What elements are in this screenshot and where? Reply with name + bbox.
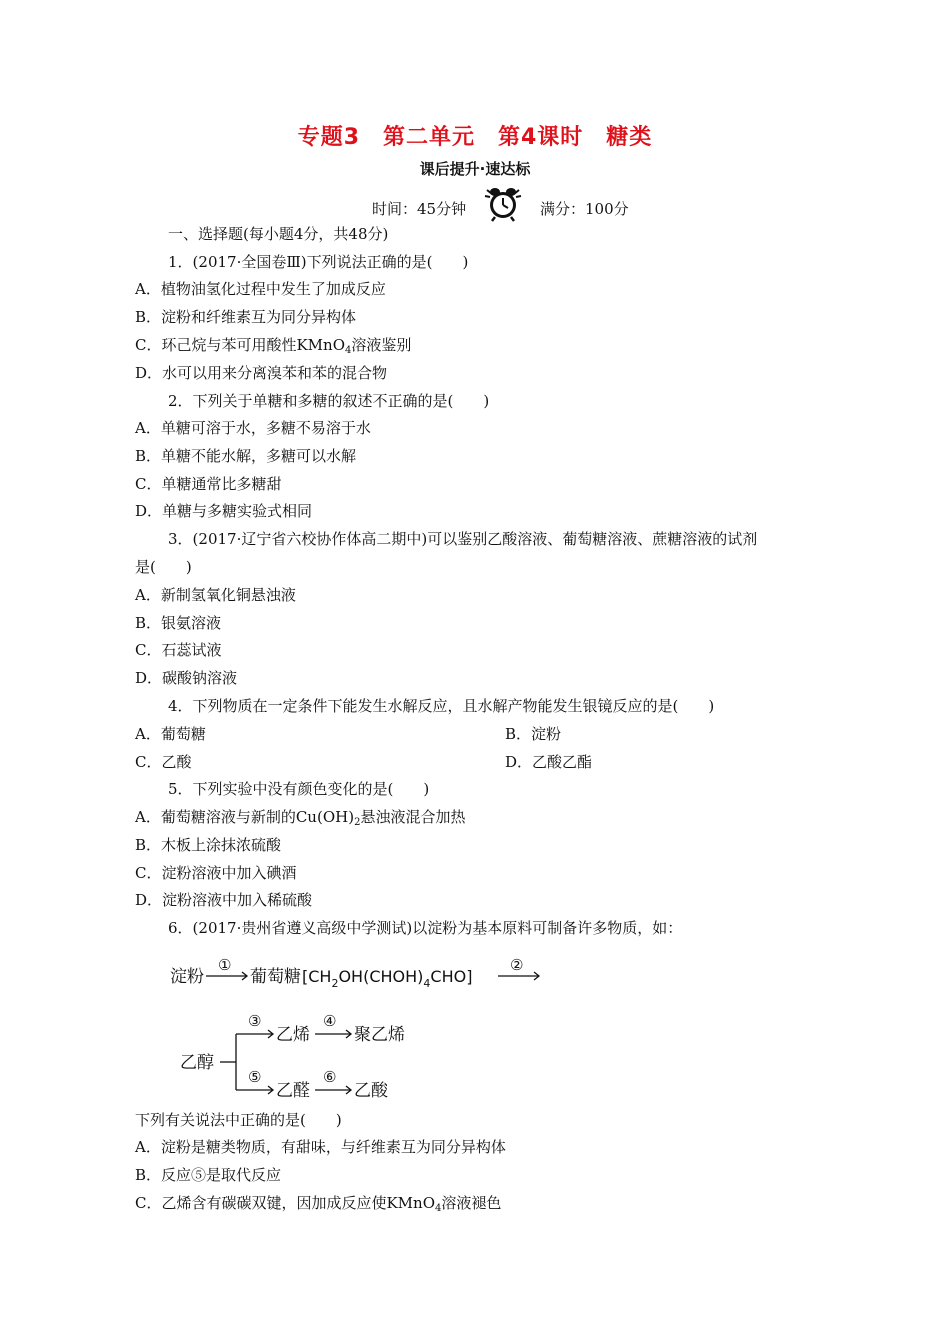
q4-option-a: A．葡萄糖 bbox=[135, 725, 206, 743]
q3-option-c: C．石蕊试液 bbox=[135, 641, 222, 659]
q5-option-c: C．淀粉溶液中加入碘酒 bbox=[135, 864, 297, 882]
scheme-polyethylene: 聚乙烯 bbox=[354, 1025, 405, 1045]
q5-option-b: B．木板上涂抹浓硫酸 bbox=[135, 836, 282, 854]
q3-option-d: D．碳酸钠溶液 bbox=[135, 669, 238, 687]
section-heading: 一、选择题(每小题4分，共48分) bbox=[168, 225, 389, 243]
q6-stem: 6．(2017·贵州省遵义高级中学测试)以淀粉为基本原料可制备许多物质，如： bbox=[168, 919, 683, 937]
q3-option-a: A．新制氢氧化铜悬浊液 bbox=[135, 586, 296, 604]
scheme-starch: 淀粉 bbox=[170, 967, 204, 987]
scheme-step-5: ⑤ bbox=[248, 1068, 262, 1086]
q3-stem-line1: 3．(2017·辽宁省六校协作体高二期中)可以鉴别乙酸溶液、葡萄糖溶液、蔗糖溶液的试剂 bbox=[168, 530, 758, 548]
q1-stem: 1．(2017·全国卷Ⅲ)下列说法正确的是( ) bbox=[168, 253, 469, 271]
q2-option-b: B．单糖不能水解，多糖可以水解 bbox=[135, 447, 357, 465]
q6-question: 下列有关说法中正确的是( ) bbox=[135, 1111, 342, 1129]
q6-option-c: C．乙烯含有碳碳双键，因加成反应使KMnO$_4$溶液褪色 bbox=[135, 1194, 502, 1214]
time-label: 时间：45分钟 bbox=[372, 200, 467, 218]
q1-option-a: A．植物油氢化过程中发生了加成反应 bbox=[135, 280, 386, 298]
time-score-bar bbox=[0, 184, 950, 224]
q3-stem-line2: 是( ) bbox=[135, 558, 192, 576]
reaction-scheme bbox=[160, 950, 580, 1110]
scheme-step-6: ⑥ bbox=[323, 1068, 337, 1086]
score-label: 满分：100分 bbox=[540, 200, 629, 218]
scheme-step-2: ② bbox=[510, 956, 524, 974]
q2-option-c: C．单糖通常比多糖甜 bbox=[135, 475, 282, 493]
q5-stem: 5．下列实验中没有颜色变化的是( ) bbox=[168, 780, 430, 798]
q3-option-b: B．银氨溶液 bbox=[135, 614, 222, 632]
q6-option-b: B．反应⑤是取代反应 bbox=[135, 1166, 282, 1184]
q4-option-b: B．淀粉 bbox=[505, 725, 562, 743]
q2-option-d: D．单糖与多糖实验式相同 bbox=[135, 502, 313, 520]
q1-option-d: D．水可以用来分离溴苯和苯的混合物 bbox=[135, 364, 388, 382]
scheme-step-4: ④ bbox=[323, 1012, 337, 1030]
q5-option-d: D．淀粉溶液中加入稀硫酸 bbox=[135, 891, 313, 909]
q4-option-d: D．乙酸乙酯 bbox=[505, 753, 593, 771]
q5-option-a: A．葡萄糖溶液与新制的$Cu(OH)_2$悬浊液混合加热 bbox=[135, 808, 466, 828]
q1-option-b: B．淀粉和纤维素互为同分异构体 bbox=[135, 308, 357, 326]
q4-option-c: C．乙酸 bbox=[135, 753, 192, 771]
scheme-glucose: 葡萄糖 bbox=[250, 967, 301, 987]
alarm-clock-icon bbox=[483, 184, 523, 222]
q2-option-a: A．单糖可溶于水，多糖不易溶于水 bbox=[135, 419, 371, 437]
scheme-ethylene: 乙烯 bbox=[276, 1025, 310, 1045]
q1-option-c: C．环己烷与苯可用酸性KMnO$_4$溶液鉴别 bbox=[135, 336, 412, 356]
q6-option-a: A．淀粉是糖类物质，有甜味，与纤维素互为同分异构体 bbox=[135, 1138, 506, 1156]
page-title: 专题3 第二单元 第4课时 糖类 bbox=[297, 125, 653, 150]
scheme-step-1: ① bbox=[218, 956, 232, 974]
scheme-acetaldehyde: 乙醛 bbox=[276, 1081, 310, 1101]
page-subtitle: 课后提升·速达标 bbox=[419, 160, 531, 178]
q4-stem: 4．下列物质在一定条件下能发生水解反应，且水解产物能发生银镜反应的是( ) bbox=[168, 697, 715, 715]
q2-stem: 2．下列关于单糖和多糖的叙述不正确的是( ) bbox=[168, 392, 490, 410]
scheme-ethanol: 乙醇 bbox=[180, 1053, 214, 1073]
scheme-acetic-acid: 乙酸 bbox=[354, 1081, 388, 1101]
scheme-step-3: ③ bbox=[248, 1012, 262, 1030]
scheme-formula: $[CH_2OH(CHOH)_4CHO]$ bbox=[302, 967, 473, 990]
